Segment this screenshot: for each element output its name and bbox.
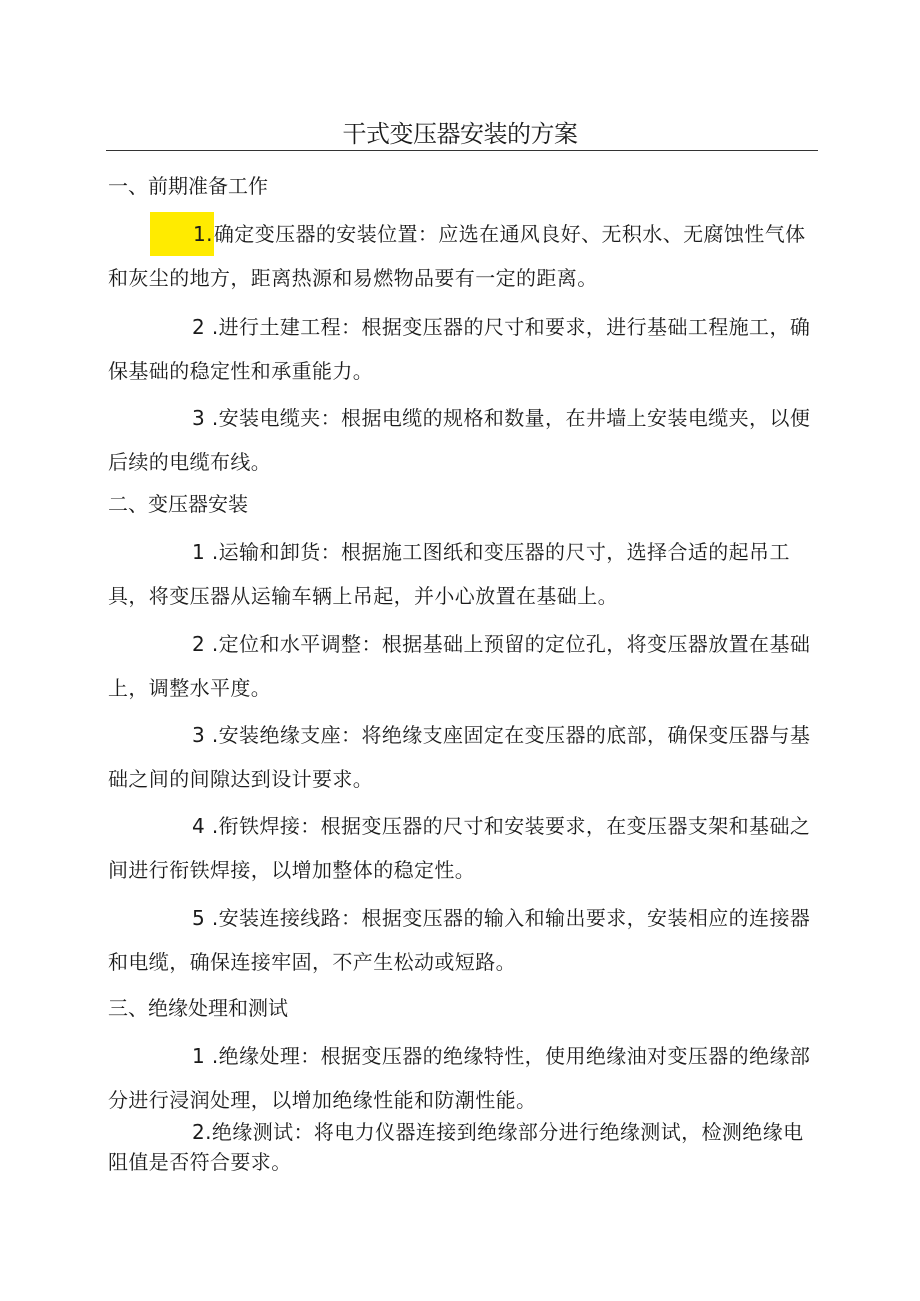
item-number: 2. (192, 1120, 212, 1144)
item-number: 2 . (192, 315, 219, 339)
item-number: 3 . (192, 723, 219, 747)
paragraph-3-1 (108, 1034, 820, 1122)
section-heading-1: 一、前期准备工作 (108, 174, 268, 198)
item-number: 5 . (192, 906, 219, 930)
paragraph-3-2 (108, 1117, 820, 1177)
item-text: 运输和卸货：根据施工图纸和变压器的尺寸，选择合适的起吊工具，将变压器从运输车辆上吊起，并小心放置在基础上。 (108, 540, 790, 608)
item-number: 2 . (192, 632, 219, 656)
item-text: 绝缘处理：根据变压器的绝缘特性，使用绝缘油对变压器的绝缘部分进行浸润处理，以增加绝缘性能和防潮性能。 (108, 1044, 811, 1112)
section-heading-2: 二、变压器安装 (108, 492, 248, 516)
item-number-highlighted: 1. (150, 212, 214, 256)
item-text: 确定变压器的安装位置：应选在通风良好、无积水、无腐蚀性气体和灰尘的地方，距离热源和易燃物品要有一定的距离。 (108, 222, 806, 290)
document-title: 干式变压器安装的方案 (342, 120, 578, 148)
section-heading-3: 三、绝缘处理和测试 (108, 996, 288, 1020)
item-text: 定位和水平调整：根据基础上预留的定位孔，将变压器放置在基础上，调整水平度。 (108, 632, 811, 700)
item-number: 1 . (192, 1044, 219, 1068)
paragraph-1-3 (108, 396, 820, 484)
item-number: 1 . (192, 540, 219, 564)
item-number: 4 . (192, 814, 219, 838)
title-divider (106, 150, 818, 151)
paragraph-2-3 (108, 713, 820, 801)
item-text: 绝缘测试：将电力仪器连接到绝缘部分进行绝缘测试，检测绝缘电阻值是否符合要求。 (108, 1120, 804, 1174)
item-text: 进行土建工程：根据变压器的尺寸和要求，进行基础工程施工，确保基础的稳定性和承重能力。 (108, 315, 811, 383)
item-text: 安装电缆夹：根据电缆的规格和数量，在井墙上安装电缆夹，以便后续的电缆布线。 (108, 406, 811, 474)
item-text: 衔铁焊接：根据变压器的尺寸和安装要求，在变压器支架和基础之间进行衔铁焊接，以增加整体的稳定性。 (108, 814, 811, 882)
paragraph-2-4 (108, 804, 820, 892)
paragraph-1-1 (108, 212, 820, 300)
paragraph-2-1 (108, 530, 820, 618)
item-text: 安装绝缘支座：将绝缘支座固定在变压器的底部，确保变压器与基础之间的间隙达到设计要求。 (108, 723, 811, 791)
item-number: 3 . (192, 406, 219, 430)
paragraph-2-2 (108, 622, 820, 710)
paragraph-1-2 (108, 305, 820, 393)
paragraph-2-5 (108, 896, 820, 984)
item-text: 安装连接线路：根据变压器的输入和输出要求，安装相应的连接器和电缆，确保连接牢固，不产生松动或短路。 (108, 906, 811, 974)
